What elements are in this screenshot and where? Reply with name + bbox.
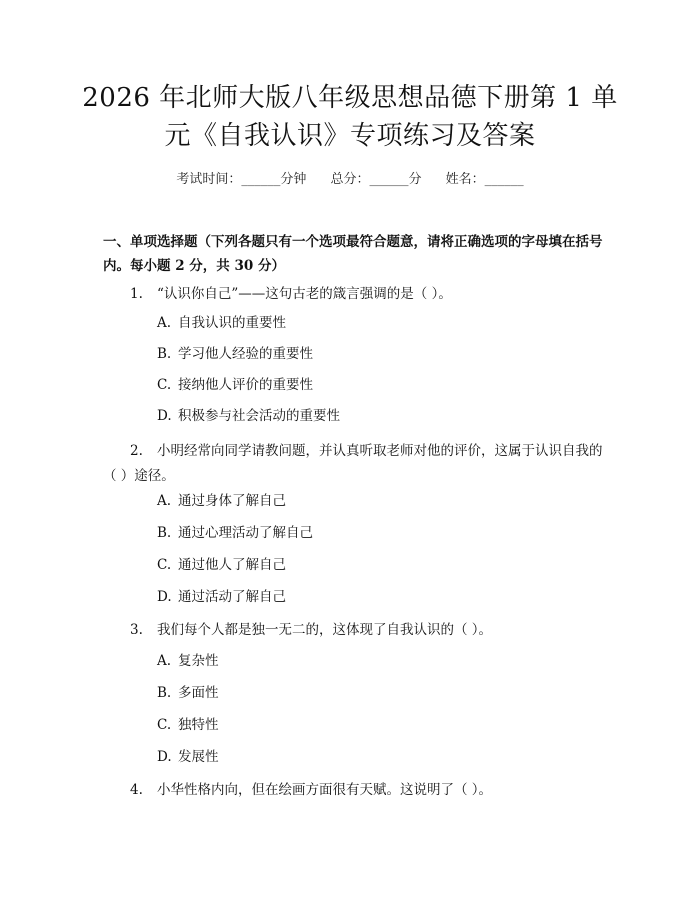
option-1c [157, 375, 313, 395]
option-3a [157, 651, 219, 671]
option-letter: B. [157, 525, 172, 541]
exam-info-row [0, 168, 700, 187]
option-3c [157, 715, 219, 735]
option-text: 发展性 [178, 749, 219, 765]
question-number: 2. [130, 443, 143, 459]
option-letter: D. [157, 408, 172, 424]
option-letter: A. [157, 493, 172, 509]
question-number: 1. [130, 286, 143, 302]
question-text: 小华性格内向，但在绘画方面很有天赋。这说明了（ ）。 [157, 782, 493, 798]
option-letter: D. [157, 749, 172, 765]
student-name-label: 姓名：______ [445, 172, 524, 187]
option-text: 自我认识的重要性 [178, 315, 286, 331]
option-letter: A. [157, 315, 172, 331]
option-2b [157, 523, 313, 543]
option-2a [157, 491, 286, 511]
question-number: 3. [130, 622, 143, 638]
option-text: 积极参与社会活动的重要性 [178, 408, 340, 424]
question-2 [103, 439, 603, 489]
document-title-line-1: 2026 年北师大版八年级思想品德下册第 1 单 [82, 83, 618, 113]
option-letter: C. [157, 377, 172, 393]
option-letter: B. [157, 685, 172, 701]
option-letter: C. [157, 717, 172, 733]
option-1b [157, 344, 313, 364]
question-3 [103, 618, 603, 643]
option-text: 通过他人了解自己 [178, 557, 286, 573]
option-letter: D. [157, 589, 172, 605]
question-4 [103, 778, 603, 803]
option-2d [157, 587, 286, 607]
question-text: 小明经常向同学请教问题，并认真听取老师对他的评价，这属于认识自我的（ ）途径。 [103, 443, 603, 484]
option-text: 通过心理活动了解自己 [178, 525, 313, 541]
exam-time-label: 考试时间：______分钟 [176, 172, 307, 187]
option-letter: A. [157, 653, 172, 669]
option-text: 学习他人经验的重要性 [178, 346, 313, 362]
option-text: 通过身体了解自己 [178, 493, 286, 509]
option-letter: C. [157, 557, 172, 573]
option-2c [157, 555, 286, 575]
option-1d [157, 406, 340, 426]
option-text: 独特性 [178, 717, 219, 733]
question-1 [103, 282, 603, 307]
option-text: 多面性 [178, 685, 219, 701]
question-text: “认识你自己”——这句古老的箴言强调的是（ ）。 [157, 286, 452, 302]
option-1a [157, 313, 286, 333]
document-title-line-2: 元《自我认识》专项练习及答案 [164, 121, 536, 151]
section-heading: 一、单项选择题（下列各题只有一个选项最符合题意，请将正确选项的字母填在括号内。每小题 2 分，共 30 分） [103, 234, 603, 274]
option-letter: B. [157, 346, 172, 362]
question-number: 4. [130, 782, 143, 798]
question-text: 我们每个人都是独一无二的，这体现了自我认识的（ ）。 [157, 622, 493, 638]
option-3d [157, 747, 219, 767]
total-score-label: 总分：______分 [330, 172, 422, 187]
option-text: 复杂性 [178, 653, 219, 669]
option-3b [157, 683, 219, 703]
option-text: 接纳他人评价的重要性 [178, 377, 313, 393]
option-text: 通过活动了解自己 [178, 589, 286, 605]
